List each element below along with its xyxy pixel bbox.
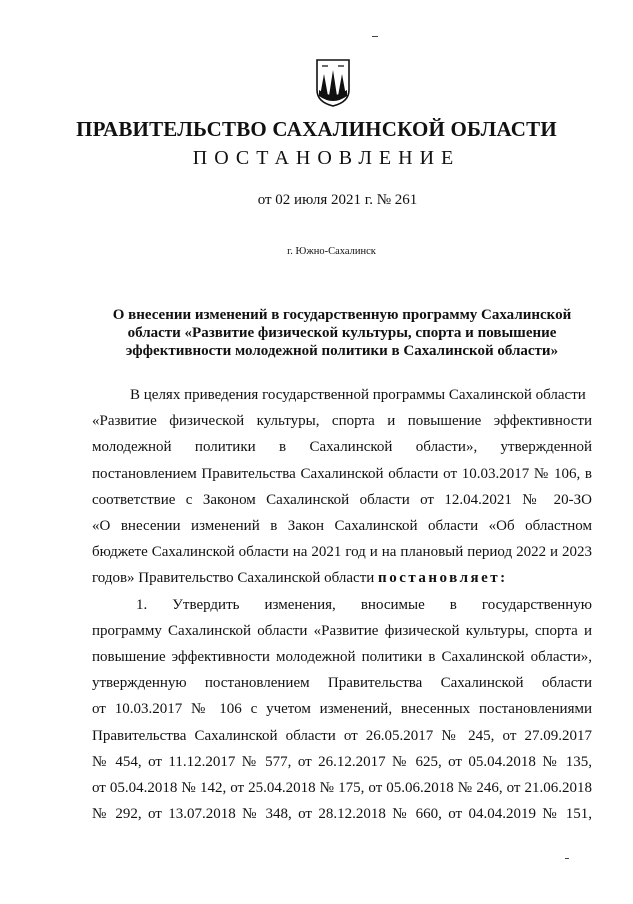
document-city: г. Южно-Сахалинск <box>287 246 376 257</box>
body-line: утвержденную постановлением Правительства Сахалинской области <box>92 675 592 692</box>
body-line: Правительства Сахалинской области от 26.05.2017 № 245, от 27.09.2017 <box>92 727 592 744</box>
document-type: ПОСТАНОВЛЕНИЕ <box>192 147 461 169</box>
body-line: «Развитие физической культуры, спорта и повышение эффективности <box>92 413 592 430</box>
subject-line: области «Развитие физической культуры, спорта и повышение <box>127 325 557 341</box>
body-line: № 454, от 11.12.2017 № 577, от 26.12.2017 № 625, от 05.04.2018 № 135, <box>92 753 592 770</box>
scan-speck <box>372 36 378 37</box>
subject-line: О внесении изменений в государственную программу Сахалинской <box>112 307 572 323</box>
body-line: молодежной политики в Сахалинской области», утвержденной <box>92 439 592 456</box>
body-line: «О внесении изменений в Закон Сахалинской области «Об областном <box>92 518 592 535</box>
body-line: № 292, от 13.07.2018 № 348, от 28.12.2018 № 660, от 04.04.2019 № 151, <box>92 806 592 823</box>
document-body <box>92 382 592 827</box>
resolves-word: постановляет: <box>378 570 508 587</box>
document-date-number: от 02 июля 2021 г. № 261 <box>257 192 418 208</box>
body-line: соответствие с Законом Сахалинской области от 12.04.2021 № 20-ЗО <box>92 491 592 508</box>
body-line-resolves <box>92 565 592 591</box>
body-line: от 05.04.2018 № 142, от 25.04.2018 № 175, от 05.06.2018 № 246, от 21.06.2018 <box>92 780 592 797</box>
body-line: повышение эффективности молодежной политики в Сахалинской области», <box>92 649 592 666</box>
body-line: бюджете Сахалинской области на 2021 год и на плановый период 2022 и 2023 <box>92 544 592 561</box>
government-title: ПРАВИТЕЛЬСТВО САХАЛИНСКОЙ ОБЛАСТИ <box>76 117 557 141</box>
body-line: 1. Утвердить изменения, вносимые в государственную <box>136 596 592 613</box>
body-line: годов» Правительство Сахалинской области <box>92 570 379 587</box>
scan-speck <box>565 858 569 859</box>
subject-line: эффективности молодежной политики в Сахалинской области» <box>125 343 559 359</box>
sakhalin-coat-of-arms-icon <box>314 56 352 108</box>
body-line: В целях приведения государственной программы Сахалинской области <box>130 387 586 403</box>
body-line: постановлением Правительства Сахалинской области от 10.03.2017 № 106, в <box>92 465 592 482</box>
body-line: программу Сахалинской области «Развитие физической культуры, спорта и <box>92 622 592 639</box>
body-line: от 10.03.2017 № 106 с учетом изменений, внесенных постановлениями <box>92 701 592 718</box>
document-subject <box>92 306 592 360</box>
